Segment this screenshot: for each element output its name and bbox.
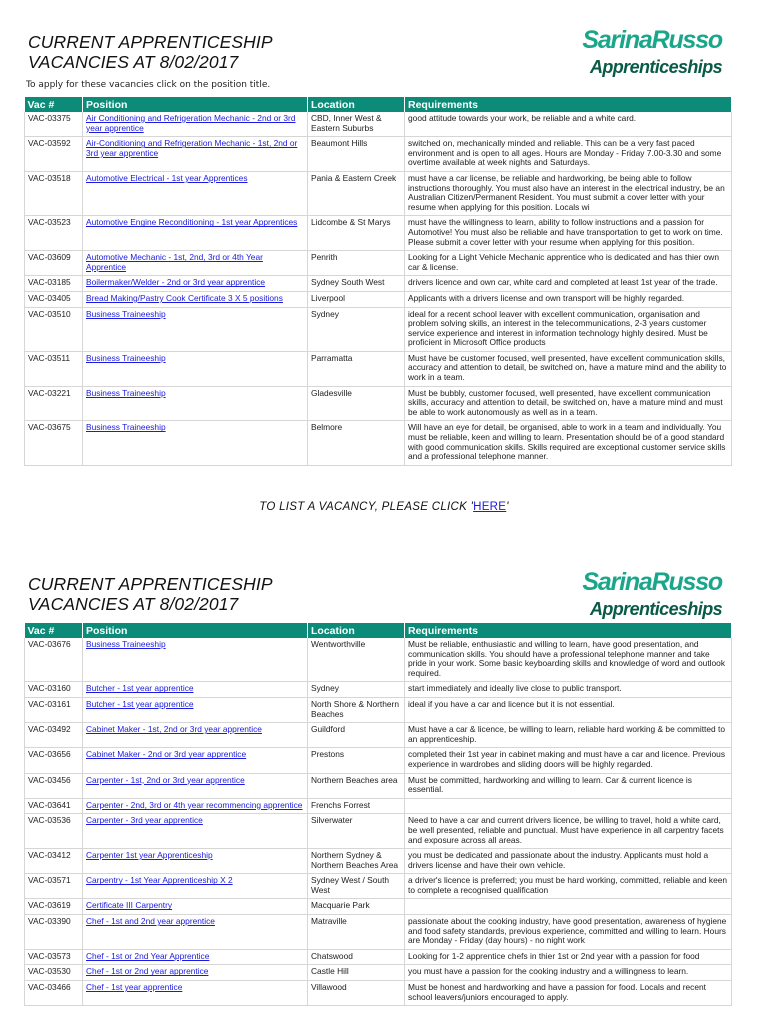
table-row	[25, 849, 732, 874]
table-row	[25, 981, 732, 1006]
location-cell: Penrith	[308, 251, 405, 276]
logo-subtitle: Apprenticeships	[589, 57, 722, 77]
position-link[interactable]: Chef - 1st or 2nd Year Apprentice	[86, 950, 210, 961]
vacancy-table-2	[24, 623, 732, 1006]
vac-number-cell: VAC-03536	[25, 814, 83, 849]
vac-number-cell: VAC-03609	[25, 251, 83, 276]
col-header-requirements: Requirements	[405, 623, 732, 638]
location-cell: CBD, Inner West & Eastern Suburbs	[308, 112, 405, 137]
title-line-1: CURRENT APPRENTICESHIP	[28, 574, 273, 594]
position-cell	[83, 874, 308, 899]
location-cell: Pania & Eastern Creek	[308, 171, 405, 215]
col-header-location: Location	[308, 623, 405, 638]
vac-number-cell: VAC-03573	[25, 949, 83, 965]
vac-number-cell: VAC-03530	[25, 965, 83, 981]
position-link[interactable]: Certificate III Carpentry	[86, 900, 173, 911]
table-row	[25, 171, 732, 215]
requirements-cell: completed their 1st year in cabinet making and must have a car and licence. Previous experience in wardrobes and sliding doors will be highly regarded.	[405, 748, 732, 773]
sarina-russo-logo-2	[562, 568, 722, 626]
location-cell: Parramatta	[308, 351, 405, 386]
vac-number-cell: VAC-03160	[25, 682, 83, 698]
location-cell: Sydney	[308, 307, 405, 351]
location-cell: Beaumont Hills	[308, 137, 405, 172]
position-cell	[83, 276, 308, 292]
position-cell	[83, 137, 308, 172]
vac-number-cell: VAC-03656	[25, 748, 83, 773]
table-row	[25, 814, 732, 849]
table-row	[25, 748, 732, 773]
vac-number-cell: VAC-03619	[25, 899, 83, 915]
position-cell	[83, 216, 308, 251]
table-row	[25, 899, 732, 915]
location-cell: Wentworthville	[308, 638, 405, 682]
position-cell	[83, 773, 308, 798]
position-cell	[83, 251, 308, 276]
requirements-cell: must have a car license, be reliable and hardworking, be being able to follow instructions thoroughly. You must also have an interest in the electrical industry, be an Australian Citizen/Permanent Resident. You must submit a cover letter with your resume when applying for this position. Locals wi	[405, 171, 732, 215]
requirements-cell: Need to have a car and current drivers licence, be willing to travel, hold a white card, be well presented, reliable and punctual. Must have experience in all carpentry facets and exposure across all areas.	[405, 814, 732, 849]
location-cell: North Shore & Northern Beaches	[308, 697, 405, 722]
position-link[interactable]: Carpenter 1st year Apprenticeship	[86, 850, 213, 861]
position-link[interactable]: Business Traineeship	[86, 308, 166, 319]
location-cell: Matraville	[308, 915, 405, 950]
apply-instructions: To apply for these vacancies click on the position title.	[26, 80, 271, 90]
location-cell: Prestons	[308, 748, 405, 773]
table-row	[25, 351, 732, 386]
location-cell: Lidcombe & St Marys	[308, 216, 405, 251]
table-row	[25, 276, 732, 292]
vac-number-cell: VAC-03518	[25, 171, 83, 215]
logo-subtitle: Apprenticeships	[589, 599, 722, 619]
col-header-requirements: Requirements	[405, 97, 732, 112]
vac-number-cell: VAC-03375	[25, 112, 83, 137]
requirements-cell: passionate about the cooking industry, have good presentation, awareness of hygiene and food safety standards, previous experience, committed and willing to learn. Hours are Monday - Friday (day hours) - no night work	[405, 915, 732, 950]
vacancy-table-body-2	[25, 638, 732, 1006]
table-row	[25, 697, 732, 722]
position-cell	[83, 307, 308, 351]
table-row	[25, 421, 732, 465]
vac-number-cell: VAC-03510	[25, 307, 83, 351]
position-link[interactable]: Business Traineeship	[86, 352, 166, 363]
table-header-row	[25, 623, 732, 638]
position-link[interactable]: Carpenter - 1st, 2nd or 3rd year apprentice	[86, 774, 245, 785]
vac-number-cell: VAC-03641	[25, 798, 83, 814]
vac-number-cell: VAC-03675	[25, 421, 83, 465]
table-row	[25, 112, 732, 137]
title-line-2: VACANCIES AT 8/02/2017	[28, 52, 239, 72]
sarina-russo-logo	[562, 26, 722, 84]
table-row	[25, 137, 732, 172]
table-row	[25, 682, 732, 698]
requirements-cell	[405, 899, 732, 915]
title-line-2: VACANCIES AT 8/02/2017	[28, 594, 239, 614]
requirements-cell: Must be committed, hardworking and willing to learn. Car & current licence is essential.	[405, 773, 732, 798]
table-row	[25, 874, 732, 899]
requirements-cell: Must have be customer focused, well presented, have excellent communication skills, accuracy and attention to detail, be switched on, have a mature mind and the ability to work in a team.	[405, 351, 732, 386]
table-row	[25, 949, 732, 965]
position-link[interactable]: Automotive Mechanic - 1st, 2nd, 3rd or 4th Year Apprentice	[86, 252, 263, 272]
position-link[interactable]: Cabinet Maker - 2nd or 3rd year apprentice	[86, 749, 247, 760]
position-cell	[83, 171, 308, 215]
vac-number-cell: VAC-03390	[25, 915, 83, 950]
col-header-position: Position	[83, 97, 308, 112]
position-cell	[83, 723, 308, 748]
location-cell: Liverpool	[308, 291, 405, 307]
position-link[interactable]: Cabinet Maker - 1st, 2nd or 3rd year apprentice	[86, 724, 262, 735]
vacancy-table	[24, 97, 732, 466]
vac-number-cell: VAC-03676	[25, 638, 83, 682]
col-header-location: Location	[308, 97, 405, 112]
requirements-cell: you must be dedicated and passionate about the industry. Applicants must hold a drivers license and have their own vehicle.	[405, 849, 732, 874]
position-cell	[83, 697, 308, 722]
position-cell	[83, 798, 308, 814]
position-cell	[83, 949, 308, 965]
table-row	[25, 965, 732, 981]
table-row	[25, 723, 732, 748]
position-link[interactable]: Air-Conditioning and Refrigeration Mechanic - 1st, 2nd or 3rd year apprentice	[86, 138, 298, 158]
location-cell: Castle Hill	[308, 965, 405, 981]
col-header-vac: Vac #	[25, 623, 83, 638]
location-cell: Gladesville	[308, 386, 405, 421]
location-cell: Villawood	[308, 981, 405, 1006]
location-cell: Northern Sydney & Northern Beaches Area	[308, 849, 405, 874]
position-link[interactable]: Butcher - 1st year apprentice	[86, 698, 194, 709]
position-cell	[83, 915, 308, 950]
table-row	[25, 251, 732, 276]
position-link[interactable]: Boilermaker/Welder - 2nd or 3rd year apprentice	[86, 277, 266, 288]
location-cell: Guildford	[308, 723, 405, 748]
location-cell: Sydney	[308, 682, 405, 698]
position-cell	[83, 814, 308, 849]
position-link[interactable]: Carpenter - 3rd year apprentice	[86, 815, 203, 826]
vacancy-table-body	[25, 112, 732, 465]
vac-number-cell: VAC-03571	[25, 874, 83, 899]
location-cell: Sydney West / South West	[308, 874, 405, 899]
requirements-cell: must have the willingness to learn, ability to follow instructions and a passion for Automotive! You must also be reliable and have transportation to get to work on time. Please submit a cover letter with your resume when applying for this position.	[405, 216, 732, 251]
position-link[interactable]: Bread Making/Pastry Cook Certificate 3 X 5 positions	[86, 292, 283, 303]
location-cell: Silverwater	[308, 814, 405, 849]
requirements-cell: ideal for a recent school leaver with excellent communication, organisation and problem solving skills, an interest in the telecommunications, 2-3 years customer service experience and interest in information technology highly desired. Must be proficient in Microsoft Office products	[405, 307, 732, 351]
requirements-cell: Must be honest and hardworking and have a passion for food. Locals and recent school leavers/juniors encouraged to apply.	[405, 981, 732, 1006]
position-cell	[83, 351, 308, 386]
location-cell: Sydney South West	[308, 276, 405, 292]
table-row	[25, 307, 732, 351]
vac-number-cell: VAC-03412	[25, 849, 83, 874]
vac-number-cell: VAC-03456	[25, 773, 83, 798]
location-cell: Macquarie Park	[308, 899, 405, 915]
position-cell	[83, 981, 308, 1006]
col-header-position: Position	[83, 623, 308, 638]
requirements-cell: a driver's licence is preferred; you must be hard working, committed, reliable and keen to complete a recognised qualification	[405, 874, 732, 899]
requirements-cell: drivers licence and own car, white card and completed at least 1st year of the trade.	[405, 276, 732, 292]
vac-number-cell: VAC-03592	[25, 137, 83, 172]
table-row	[25, 386, 732, 421]
list-vacancy-end: '	[506, 501, 509, 513]
here-link[interactable]: HERE	[473, 501, 507, 513]
title-line-1: CURRENT APPRENTICESHIP	[28, 32, 273, 52]
logo-wordmark: SarinaRusso	[582, 568, 722, 596]
position-link[interactable]: Business Traineeship	[86, 639, 166, 649]
position-link[interactable]: Carpentry - 1st Year Apprenticeship X 2	[86, 875, 233, 886]
position-link[interactable]: Automotive Electrical - 1st year Apprentices	[86, 172, 248, 183]
position-link[interactable]: Air Conditioning and Refrigeration Mechanic - 2nd or 3rd year apprentice	[86, 113, 296, 133]
page-title-2	[28, 574, 273, 614]
table-row	[25, 798, 732, 814]
vac-number-cell: VAC-03511	[25, 351, 83, 386]
requirements-cell: Must be bubbly, customer focused, well presented, have excellent communication skills, accuracy and attention to detail, be switched on, have a mature mind and must be able to work autonomously as well as in a team.	[405, 386, 732, 421]
location-cell: Northern Beaches area	[308, 773, 405, 798]
table-row	[25, 216, 732, 251]
logo-wordmark: SarinaRusso	[582, 26, 722, 54]
position-cell	[83, 386, 308, 421]
list-vacancy-text: TO LIST A VACANCY, PLEASE CLICK '	[259, 501, 474, 513]
location-cell: Frenchs Forrest	[308, 798, 405, 814]
requirements-cell: good attitude towards your work, be reliable and a white card.	[405, 112, 732, 137]
position-link[interactable]: Chef - 1st year apprentice	[86, 982, 183, 993]
requirements-cell: Will have an eye for detail, be organised, able to work in a team and individually. You must be reliable, keen and willing to learn. Presentation should be of a good standard with good communication skills. Skills required are exceptional customer service skills and a professional telephone manner.	[405, 421, 732, 465]
position-cell	[83, 899, 308, 915]
position-cell	[83, 291, 308, 307]
requirements-cell: switched on, mechanically minded and reliable. This can be a very fast paced environment and is open to all ages. Hours are Monday - Friday 7.00-3.30 and some overtime available at week nights and Saturdays.	[405, 137, 732, 172]
requirements-cell: Looking for 1-2 apprentice chefs in thier 1st or 2nd year with a passion for food	[405, 949, 732, 965]
position-link[interactable]: Business Traineeship	[86, 422, 166, 433]
vac-number-cell: VAC-03492	[25, 723, 83, 748]
position-cell	[83, 682, 308, 698]
table-row	[25, 915, 732, 950]
requirements-cell: you must have a passion for the cooking industry and a willingness to learn.	[405, 965, 732, 981]
table-row	[25, 638, 732, 682]
vac-number-cell: VAC-03161	[25, 697, 83, 722]
position-cell	[83, 112, 308, 137]
requirements-cell: Must be reliable, enthusiastic and willing to learn, have good presentation, and communication skills. You should have a professional telephone manner and take pride in your work. Some basic keyboarding skills and knowledge of word and outlook required.	[405, 638, 732, 682]
table-row	[25, 773, 732, 798]
requirements-cell: Looking for a Light Vehicle Mechanic apprentice who is dedicated and has thier own car & license.	[405, 251, 732, 276]
page-title	[28, 32, 273, 72]
col-header-vac: Vac #	[25, 97, 83, 112]
position-link[interactable]: Chef - 1st or 2nd year apprentice	[86, 966, 209, 977]
position-cell	[83, 849, 308, 874]
vac-number-cell: VAC-03405	[25, 291, 83, 307]
position-link[interactable]: Chef - 1st and 2nd year apprentice	[86, 916, 215, 927]
requirements-cell: start immediately and ideally live close to public transport.	[405, 682, 732, 698]
list-vacancy-line	[0, 501, 768, 513]
requirements-cell	[405, 798, 732, 814]
position-cell	[83, 965, 308, 981]
position-link[interactable]: Business Traineeship	[86, 387, 166, 398]
position-cell	[83, 421, 308, 465]
position-link[interactable]: Carpenter - 2nd, 3rd or 4th year recommencing apprentice	[86, 799, 303, 810]
vac-number-cell: VAC-03221	[25, 386, 83, 421]
requirements-cell: Must have a car & licence, be willing to learn, reliable hard working & be committed to an apprenticeship.	[405, 723, 732, 748]
vac-number-cell: VAC-03466	[25, 981, 83, 1006]
position-link[interactable]: Butcher - 1st year apprentice	[86, 683, 194, 694]
position-cell	[83, 638, 308, 682]
table-header-row	[25, 97, 732, 112]
vac-number-cell: VAC-03185	[25, 276, 83, 292]
vac-number-cell: VAC-03523	[25, 216, 83, 251]
location-cell: Chatswood	[308, 949, 405, 965]
position-cell	[83, 748, 308, 773]
location-cell: Belmore	[308, 421, 405, 465]
table-row	[25, 291, 732, 307]
position-link[interactable]: Automotive Engine Reconditioning - 1st year Apprentices	[86, 217, 298, 228]
requirements-cell: ideal if you have a car and licence but it is not essential.	[405, 697, 732, 722]
requirements-cell: Applicants with a drivers license and own transport will be highly regarded.	[405, 291, 732, 307]
